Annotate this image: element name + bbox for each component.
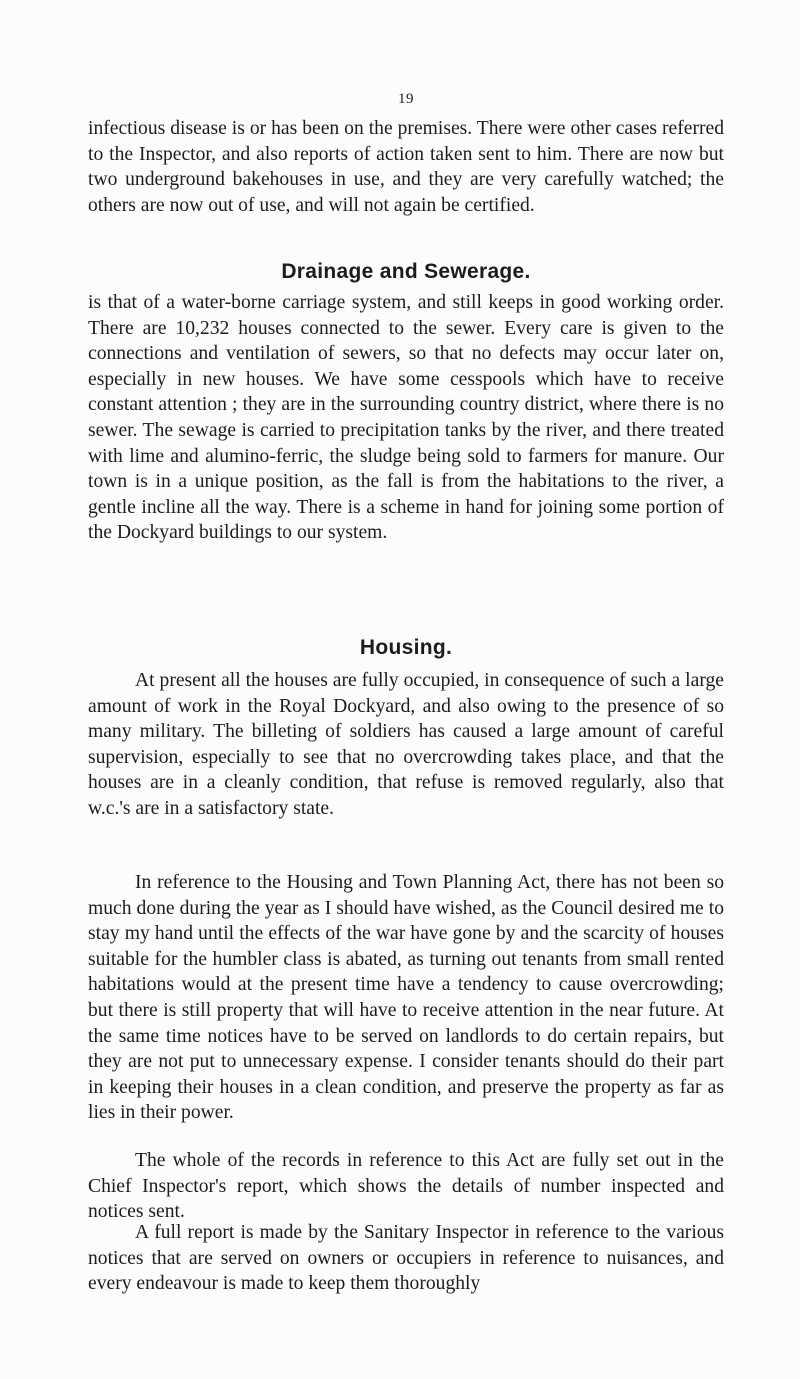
paragraph-housing-occupancy: At present all the houses are fully occupied, in consequence of such a large amount of work in the Royal Dockyard, and also owing to the presence of so many military. The billeting of soldiers has caused a large amount of careful supervision, especially to see that no overcrowding takes place, and that the houses are in a cleanly condition, that refuse is removed regularly, also that w.c.'s are in a satisfactory state.	[88, 670, 724, 819]
heading-housing: Housing.	[359, 636, 453, 659]
page-number: 19	[398, 91, 414, 107]
heading-drainage-sewerage: Drainage and Sewerage.	[281, 260, 531, 283]
paragraph-sanitary-report: A full report is made by the Sanitary Inspector in reference to the various notices that are served on owners or occupiers in reference to nuisances, and every endeavour is made to keep them thoroughly	[88, 1222, 724, 1295]
paragraph-records: The whole of the records in reference to this Act are fully set out in the Chief Inspector's report, which shows the details of number inspected and notices sent.	[88, 1150, 724, 1223]
paragraph-drainage: is that of a water-borne carriage system, and still keeps in good working order. There are 10,232 houses connected to the sewer. Every care is given to the connections and ventilation of sewers, so that no defects may occur later on, especially in new houses. We have some cesspools which have to receive constant attention ; they are in the surrounding country district, where there is no sewer. The sewage is carried to precipitation tanks by the river, and there treated with lime and alumino-ferric, the sludge being sold to farmers for manure. Our town is in a unique position, as the fall is from the habitations to the river, a gentle incline all the way. There is a scheme in hand for joining some portion of the Dockyard buildings to our system.	[88, 292, 724, 544]
paragraph-housing-act: In reference to the Housing and Town Planning Act, there has not been so much done during the year as I should have wished, as the Council desired me to stay my hand until the effects of the war have gone by and the scarcity of houses suitable for the humbler class is abated, as turning out tenants from small rented habitations would at the present time have a tendency to cause overcrowding; but there is still property that will have to receive attention in the near future. At the same time notices have to be served on landlords to do certain repairs, but they are not put to unnecessary expense. I consider tenants should do their part in keeping their houses in a clean condition, and preserve the property as far as lies in their power.	[88, 872, 724, 1124]
paragraph-bakehouses: infectious disease is or has been on the premises. There were other cases referred to the Inspector, and also reports of action taken sent to him. There are now but two underground bakehouses in use, and they are very carefully watched; the others are now out of use, and will not again be certified.	[88, 118, 724, 216]
